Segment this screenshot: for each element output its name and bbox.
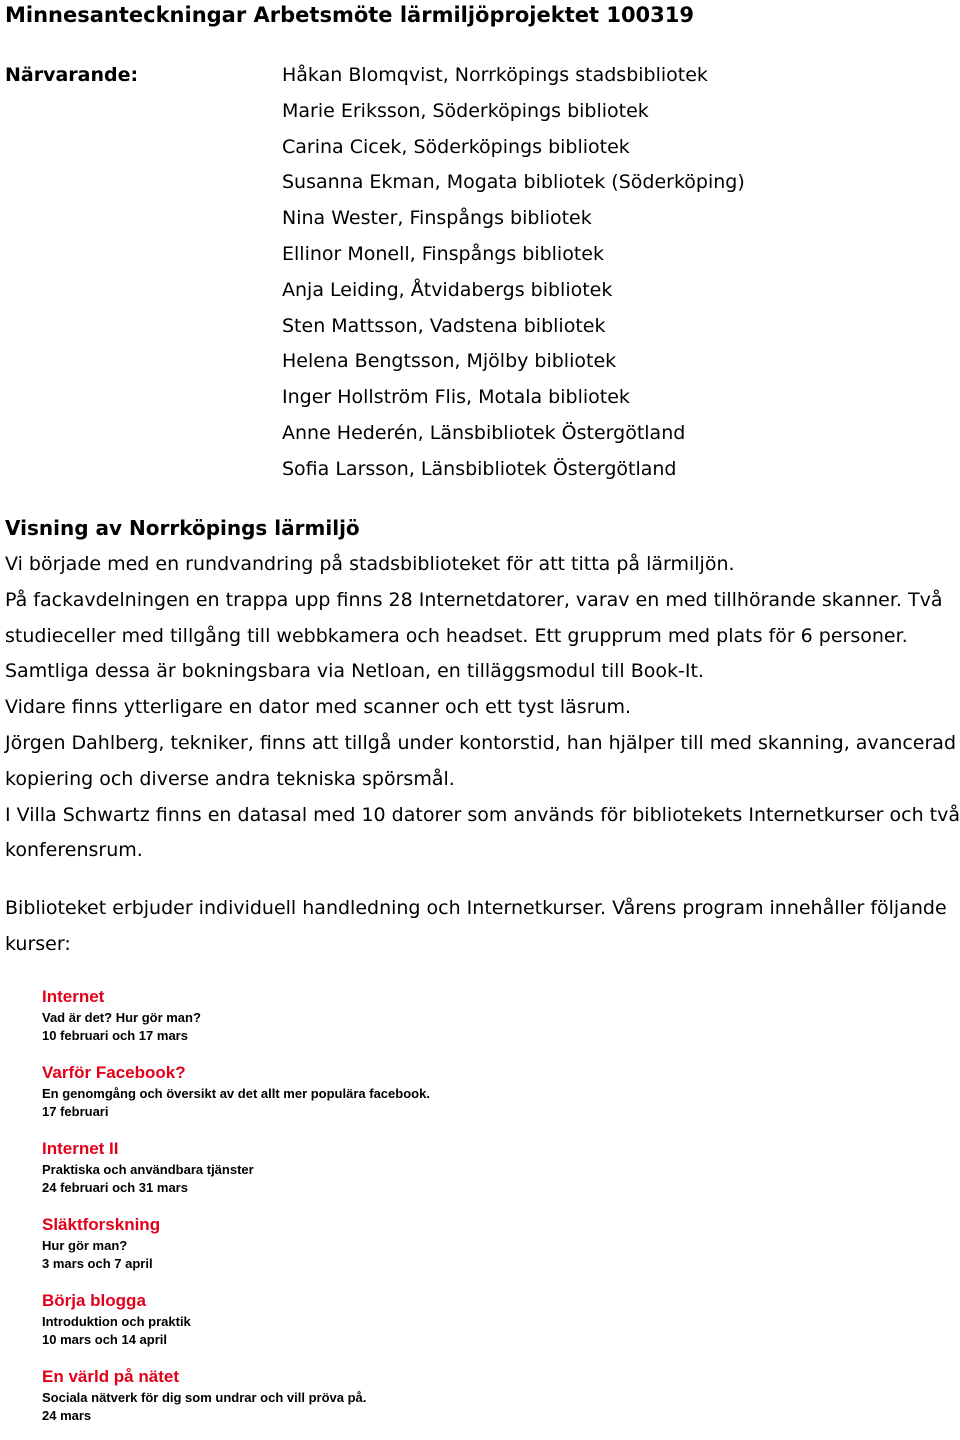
course-title: En värld på nätet [42,1367,179,1386]
attendees-label: Närvarande: [5,64,139,86]
paragraph: På fackavdelningen en trappa upp finns 28 Internetdatorer, varav en med tillhörande skanner. Två studieceller med tillgång till webbkamera och headset. Ett grupprum med plats för 6 personer. Samtliga dessa är bokningsbara via Netloan, en tilläggsmodul till Book-It. [5,588,943,683]
course-item [42,1364,430,1440]
attendee: Ellinor Monell, Finspångs bibliotek [282,242,604,265]
course-description: Praktiska och användbara tjänster [42,1162,254,1177]
course-item [42,984,430,1060]
courses-intro: Biblioteket erbjuder individuell handledning och Internetkurser. Vårens program innehåller följande kurser: [5,897,947,955]
attendees-list [282,58,745,488]
course-description: Vad är det? Hur gör man? [42,1010,201,1025]
course-dates: 3 mars och 7 april [42,1255,153,1271]
course-dates: 17 februari [42,1103,109,1119]
course-description: En genomgång och översikt av det allt mer populära facebook. [42,1086,430,1101]
course-description: Sociala nätverk för dig som undrar och vill pröva på. [42,1390,367,1405]
course-dates: 10 februari och 17 mars [42,1027,188,1043]
course-title: Internet II [42,1139,119,1158]
paragraph: I Villa Schwartz finns en datasal med 10 datorer som används för bibliotekets Internetkurser och två konferensrum. [5,803,960,862]
course-dates: 10 mars och 14 april [42,1331,168,1347]
course-dates: 24 mars [42,1407,92,1423]
course-title: Varför Facebook? [42,1063,186,1082]
attendee: Sofia Larsson, Länsbibliotek Östergötland [282,457,677,480]
paragraph: Vi började med en rundvandring på stadsbiblioteket för att titta på lärmiljön. [5,553,735,575]
course-dates: 24 februari och 31 mars [42,1179,188,1195]
paragraph: Vidare finns ytterligare en dator med scanner och ett tyst läsrum. [5,696,632,719]
course-description: Hur gör man? [42,1238,128,1253]
paragraph: Jörgen Dahlberg, tekniker, finns att tillgå under kontorstid, han hjälper till med skanning, avancerad kopiering och diverse andra tekniska spörsmål. [5,731,957,790]
section-heading: Visning av Norrköpings lärmiljö [5,516,360,540]
attendee: Anne Hederén, Länsbibliotek Östergötland [282,421,686,444]
attendee: Helena Bengtsson, Mjölby bibliotek [282,350,617,373]
course-title: Börja blogga [42,1291,146,1310]
document-title: Minnesanteckningar Arbetsmöte lärmiljöprojektet 100319 [5,3,695,27]
attendee: Nina Wester, Finspångs bibliotek [282,207,592,230]
course-title: Släktforskning [42,1215,161,1234]
attendee: Susanna Ekman, Mogata bibliotek (Söderköping) [282,171,745,194]
course-item [42,1212,430,1288]
course-list [42,984,430,1440]
section-body [5,547,960,869]
course-description: Introduktion och praktik [42,1314,191,1329]
attendee: Inger Hollström Flis, Motala bibliotek [282,386,630,409]
attendee: Marie Eriksson, Söderköpings bibliotek [282,99,649,122]
attendee: Håkan Blomqvist, Norrköpings stadsbibliotek [282,64,708,86]
course-item [42,1060,430,1136]
course-item [42,1288,430,1364]
course-item [42,1136,430,1212]
attendee: Carina Cicek, Söderköpings bibliotek [282,135,630,158]
attendee: Anja Leiding, Åtvidabergs bibliotek [282,278,613,301]
course-title: Internet [42,987,105,1006]
attendee: Sten Mattsson, Vadstena bibliotek [282,314,606,337]
